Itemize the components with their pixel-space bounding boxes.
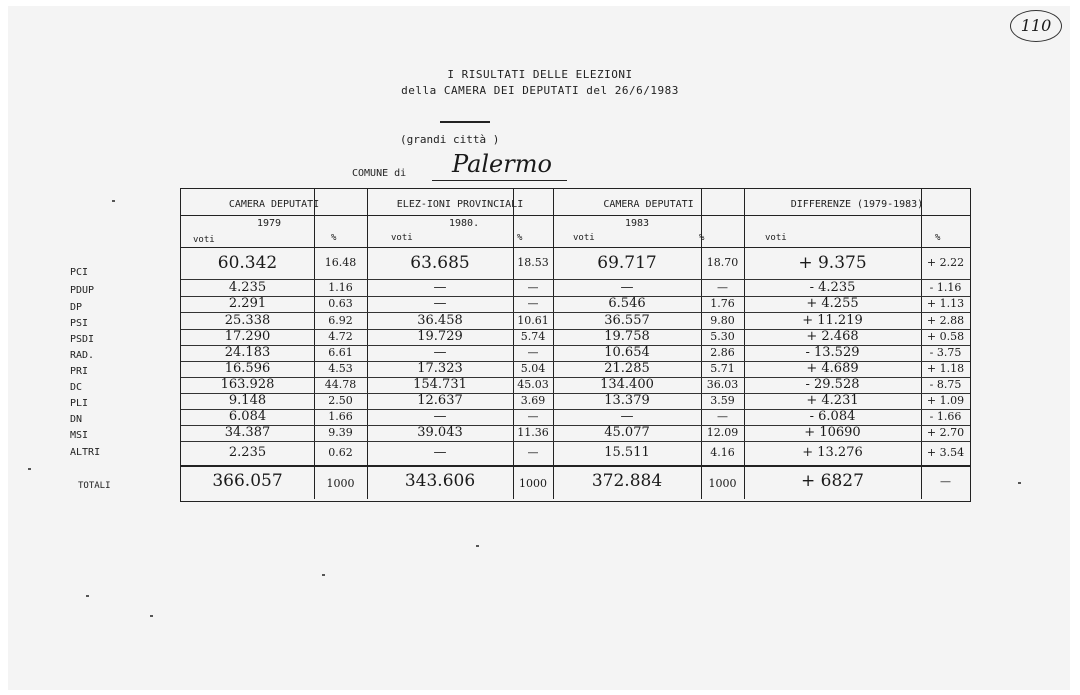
cell-voti-1979: 2.291 [228,296,267,312]
total-diff-voti: + 6827 [801,471,864,491]
cell-diff-perc: - 3.75 [929,346,962,360]
cell-perc-1983: 9.80 [710,313,735,327]
total-perc-1979: 1000 [326,477,355,490]
party-label: PSI [70,318,89,329]
cell-perc-1979: 16.48 [324,256,357,270]
cell-voti-1980: 154.731 [413,377,467,393]
year-1980: 1980. [449,218,480,229]
party-label: PLI [70,398,89,409]
year-1979: 1979 [257,218,282,229]
cell-perc-1980: 18.53 [517,256,549,270]
total-perc-1983: 1000 [708,477,737,490]
cell-voti-1980: 17.323 [417,361,463,377]
cell-voti-1979: 9.148 [228,393,267,409]
cell-diff-voti: + 11.219 [802,312,863,328]
cell-voti-1980: — [433,296,447,312]
cell-perc-1983: 18.70 [706,256,739,270]
party-label: PRI [70,366,89,377]
cell-voti-1983: — [620,409,634,425]
cell-perc-1980: 5.74 [520,330,546,344]
cell-voti-1979: 25.338 [224,312,271,328]
cell-voti-1979: 16.596 [224,361,271,377]
header-rule [181,247,970,248]
cell-voti-1980: 19.729 [417,329,463,345]
cell-perc-1980: 45.03 [517,378,549,392]
cell-voti-1980: — [433,445,447,461]
cell-perc-1983: 12.09 [706,426,739,440]
cell-voti-1979: 24.183 [224,345,271,361]
cell-voti-1983: 134.400 [600,377,654,393]
archive-stamp: 110 [1010,10,1062,42]
cell-perc-1979: 1.66 [328,410,353,424]
party-label: DP [70,302,83,313]
cell-diff-voti: - 13.529 [805,345,860,361]
cell-perc-1983: 2.86 [710,346,735,360]
cell-perc-1980: 10.61 [517,313,549,327]
cell-voti-1979: 4.235 [228,279,267,295]
cell-diff-voti: + 9.375 [798,252,867,273]
cell-voti-1980: 36.458 [417,312,463,328]
totals-rule [181,465,970,467]
results-table [180,188,971,502]
title-underline [440,121,490,123]
scan-speck [1018,482,1021,484]
comune-label: COMUNE di [352,168,407,179]
cell-diff-perc: + 0.58 [926,330,965,344]
col-voti: voti [573,233,595,243]
cell-diff-perc: + 1.09 [926,394,965,408]
cell-diff-voti: - 29.528 [805,377,860,393]
col-perc: % [331,233,337,243]
cell-perc-1980: — [527,410,539,424]
cell-perc-1983: 3.59 [710,394,735,408]
cell-voti-1983: — [620,279,634,295]
cell-perc-1979: 1.16 [328,280,353,294]
cell-voti-1980: 63.685 [410,252,470,273]
cell-perc-1980: 5.04 [520,362,546,376]
total-perc-1980: 1000 [519,477,547,490]
cell-voti-1979: 6.084 [228,409,267,425]
total-voti-1983: 372.884 [591,471,663,491]
cell-perc-1979: 2.50 [328,394,353,408]
cell-voti-1983: 19.758 [604,329,650,345]
cell-perc-1983: — [717,410,728,424]
cell-perc-1980: — [527,346,539,360]
total-diff-perc: — [940,475,951,488]
scan-speck [476,545,479,547]
col-voti: voti [765,233,787,243]
row-rule [181,441,970,442]
cell-diff-voti: + 4.689 [806,361,859,377]
cell-perc-1979: 4.53 [328,362,353,376]
cell-voti-1979: 17.290 [224,329,271,345]
party-label: PDUP [70,285,95,296]
cell-perc-1983: 5.71 [710,362,735,376]
scan-speck [150,615,153,617]
party-label: MSI [70,430,89,441]
cell-voti-1983: 13.379 [604,393,650,409]
comune-name: Palermo [452,150,552,178]
cell-perc-1983: 4.16 [710,446,735,460]
col-perc: % [517,233,523,243]
cell-voti-1980: — [433,409,447,425]
cell-diff-perc: + 2.88 [926,313,965,327]
cell-perc-1980: — [527,280,539,294]
cell-voti-1980: — [433,345,447,361]
cell-perc-1979: 4.72 [328,330,353,344]
cell-diff-voti: + 4.255 [806,296,859,312]
header-rule [181,215,970,216]
scan-speck [86,595,89,597]
cell-voti-1980: 12.637 [417,393,463,409]
cell-perc-1979: 44.78 [324,378,357,392]
cell-voti-1983: 69.717 [597,252,657,273]
cell-voti-1983: 21.285 [604,361,650,377]
year-1983: 1983 [625,218,650,229]
party-label: RAD. [70,350,95,361]
col-voti: voti [193,235,215,245]
party-label: ALTRI [70,447,101,458]
cell-perc-1983: 5.30 [710,330,735,344]
cell-perc-1979: 6.92 [328,313,353,327]
cell-perc-1980: 3.69 [520,394,546,408]
cell-perc-1979: 0.62 [328,446,353,460]
cell-diff-perc: + 1.13 [926,297,965,311]
comune-underline [432,180,567,181]
scan-speck [322,574,325,576]
cell-diff-voti: + 13.276 [802,445,863,461]
header-differenze: DIFFERENZE (1979-1983) [790,199,924,210]
cell-perc-1983: 36.03 [706,378,739,392]
cell-diff-voti: + 10690 [804,425,861,441]
party-label: PCI [70,267,89,278]
header-provinciali: ELEZ-IONI PROVINCIALI [396,199,524,210]
col-perc: % [699,233,705,243]
document-subtitle: della CAMERA DEI DEPUTATI del 26/6/1983 [401,84,679,97]
cell-voti-1983: 45.077 [604,425,650,441]
party-label: PSDI [70,334,95,345]
cell-voti-1983: 10.654 [604,345,650,361]
document-title: I RISULTATI DELLE ELEZIONI [447,68,633,81]
cell-diff-voti: + 2.468 [806,329,859,345]
cell-perc-1979: 0.63 [328,297,353,311]
totals-label: TOTALI [78,481,111,491]
cell-diff-voti: - 4.235 [809,279,856,295]
cell-voti-1983: 15.511 [604,445,650,461]
scan-speck [28,468,31,470]
cell-voti-1980: — [433,279,447,295]
cell-diff-perc: - 1.16 [929,280,962,294]
cell-voti-1983: 36.557 [604,312,650,328]
cell-diff-voti: + 4.231 [806,393,859,409]
cell-voti-1979: 163.928 [220,377,275,393]
scan-speck [112,200,115,202]
cell-diff-perc: + 1.18 [926,362,965,376]
cell-perc-1980: — [527,446,539,460]
cell-voti-1980: 39.043 [417,425,463,441]
cell-diff-voti: - 6.084 [809,409,856,425]
cell-perc-1979: 9.39 [328,426,353,440]
total-voti-1980: 343.606 [404,471,476,491]
cell-perc-1979: 6.61 [328,346,353,360]
cell-diff-perc: - 8.75 [929,378,962,392]
cell-perc-1983: 1.76 [710,297,735,311]
cell-voti-1979: 2.235 [228,445,267,461]
cell-diff-perc: + 2.22 [926,256,965,270]
header-camera-1979: CAMERA DEPUTATI [228,199,320,210]
cell-diff-perc: - 1.66 [929,410,962,424]
total-voti-1979: 366.057 [212,471,283,491]
cell-diff-perc: + 3.54 [926,446,965,460]
city-category: (grandi città ) [400,133,500,146]
col-voti: voti [391,233,413,243]
cell-voti-1979: 60.342 [217,252,278,273]
cell-voti-1979: 34.387 [224,425,271,441]
header-camera-1983: CAMERA DEPUTATI [603,199,694,210]
cell-perc-1980: — [527,297,539,311]
party-label: DC [70,382,83,393]
col-perc: % [935,233,941,243]
cell-perc-1980: 11.36 [517,426,549,440]
party-label: DN [70,414,83,425]
cell-diff-perc: + 2.70 [926,426,965,440]
cell-perc-1983: — [717,280,728,294]
cell-voti-1983: 6.546 [608,296,646,312]
